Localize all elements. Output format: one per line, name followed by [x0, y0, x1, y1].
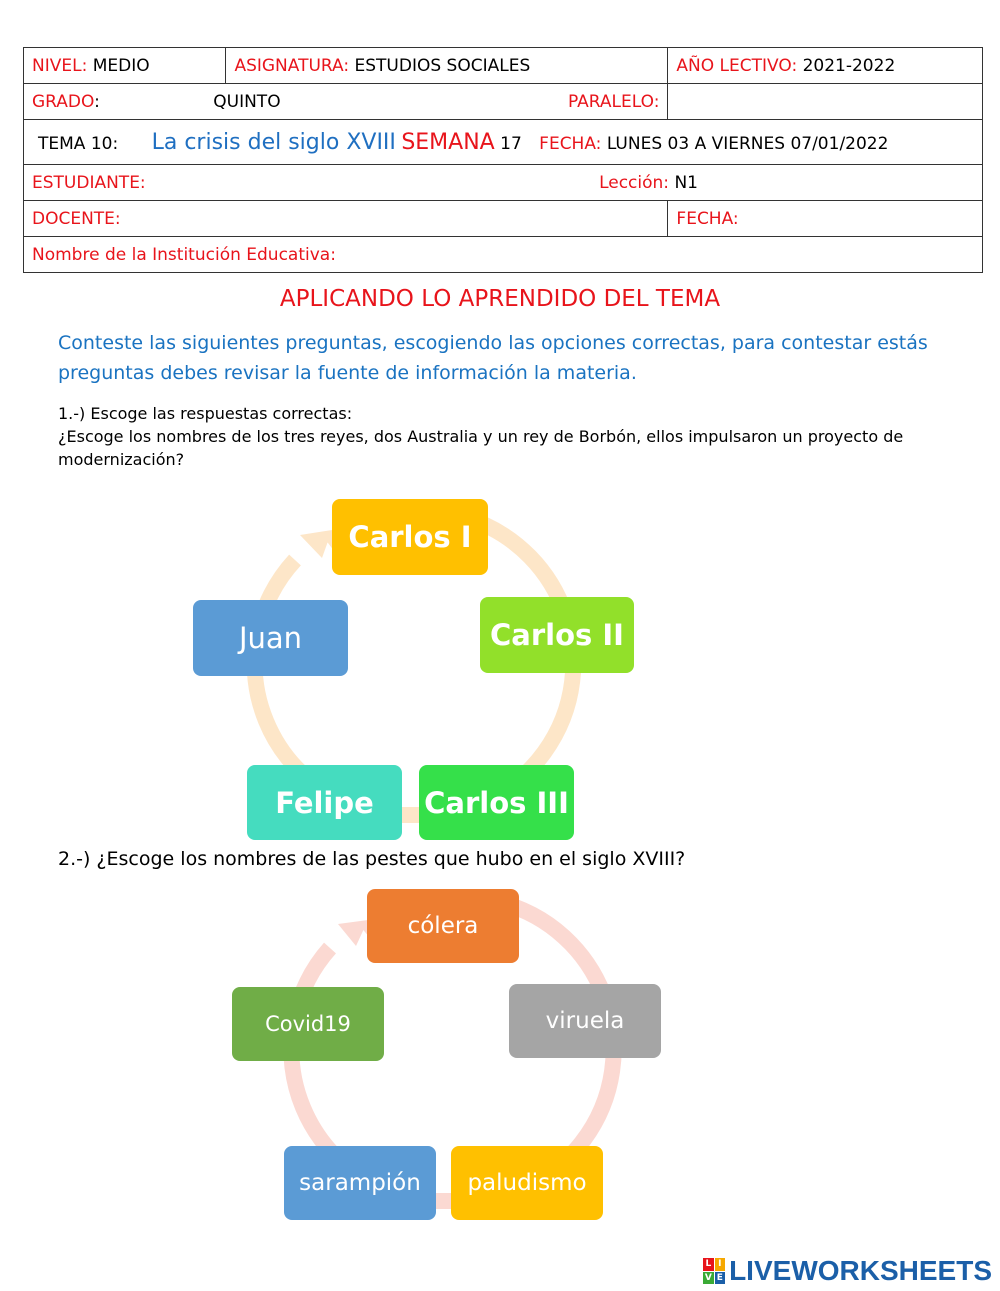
logo-mark — [703, 1258, 725, 1284]
logo-mark-e: E — [715, 1272, 726, 1285]
fecha-value: LUNES 03 A VIERNES 07/01/2022 — [606, 133, 889, 154]
option-paludismo[interactable]: paludismo — [451, 1146, 603, 1220]
liveworksheets-logo — [703, 1257, 992, 1285]
docente-label: DOCENTE: — [32, 208, 121, 229]
asignatura-value: ESTUDIOS SOCIALES — [354, 55, 531, 76]
fecha-label: FECHA: — [539, 133, 602, 154]
option-carlos-ii[interactable]: Carlos II — [480, 597, 634, 673]
logo-mark-v: V — [704, 1272, 712, 1283]
logo-mark-l: L — [703, 1258, 714, 1271]
option-carlos-i[interactable]: Carlos I — [332, 499, 488, 575]
paralelo-label: PARALELO: — [567, 91, 660, 112]
nivel-label: NIVEL: — [32, 55, 88, 76]
semana-value: 17 — [500, 133, 522, 154]
section-title: APLICANDO LO APRENDIDO DEL TEMA — [279, 286, 721, 312]
option-colera[interactable]: cólera — [367, 889, 519, 963]
leccion-label: Lección: — [599, 172, 670, 193]
grado-colon: : — [94, 91, 100, 112]
instructions: Conteste las siguientes preguntas, escogiendo las opciones correctas, para contestar estás preguntas debes revisar la fuente de información la materia. — [58, 332, 928, 384]
question-1-line1: 1.-) Escoge las respuestas correctas: — [58, 404, 353, 423]
nivel-value: MEDIO — [92, 55, 150, 76]
grado-label: GRADO — [32, 91, 95, 112]
semana-label: SEMANA — [401, 129, 495, 155]
anio-label: AÑO LECTIVO: — [676, 55, 798, 76]
anio-value: 2021-2022 — [802, 55, 896, 76]
grado-value: QUINTO — [213, 91, 281, 112]
tema-label: TEMA 10: — [38, 133, 119, 154]
option-viruela[interactable]: viruela — [509, 984, 661, 1058]
option-covid19[interactable]: Covid19 — [232, 987, 384, 1061]
question-2: 2.-) ¿Escoge los nombres de las pestes que hubo en el siglo XVIII? — [58, 848, 686, 870]
logo-text: LIVEWORKSHEETS — [729, 1255, 992, 1286]
option-felipe[interactable]: Felipe — [247, 765, 402, 840]
question-1-line2: ¿Escoge los nombres de los tres reyes, dos Australia y un rey de Borbón, ellos impulsaron un proyecto de modernización? — [58, 427, 904, 469]
leccion-value: N1 — [674, 172, 698, 193]
tema-title: La crisis del siglo XVIII — [151, 129, 396, 155]
fecha2-label: FECHA: — [676, 208, 739, 229]
cycle-arrowhead-2 — [338, 920, 368, 946]
logo-mark-i: I — [715, 1258, 726, 1271]
option-juan[interactable]: Juan — [193, 600, 348, 676]
option-carlos-iii[interactable]: Carlos III — [419, 765, 574, 840]
asignatura-label: ASIGNATURA: — [234, 55, 350, 76]
option-sarampion[interactable]: sarampión — [284, 1146, 436, 1220]
institucion-label: Nombre de la Institución Educativa: — [32, 244, 336, 265]
estudiante-label: ESTUDIANTE: — [32, 172, 146, 193]
